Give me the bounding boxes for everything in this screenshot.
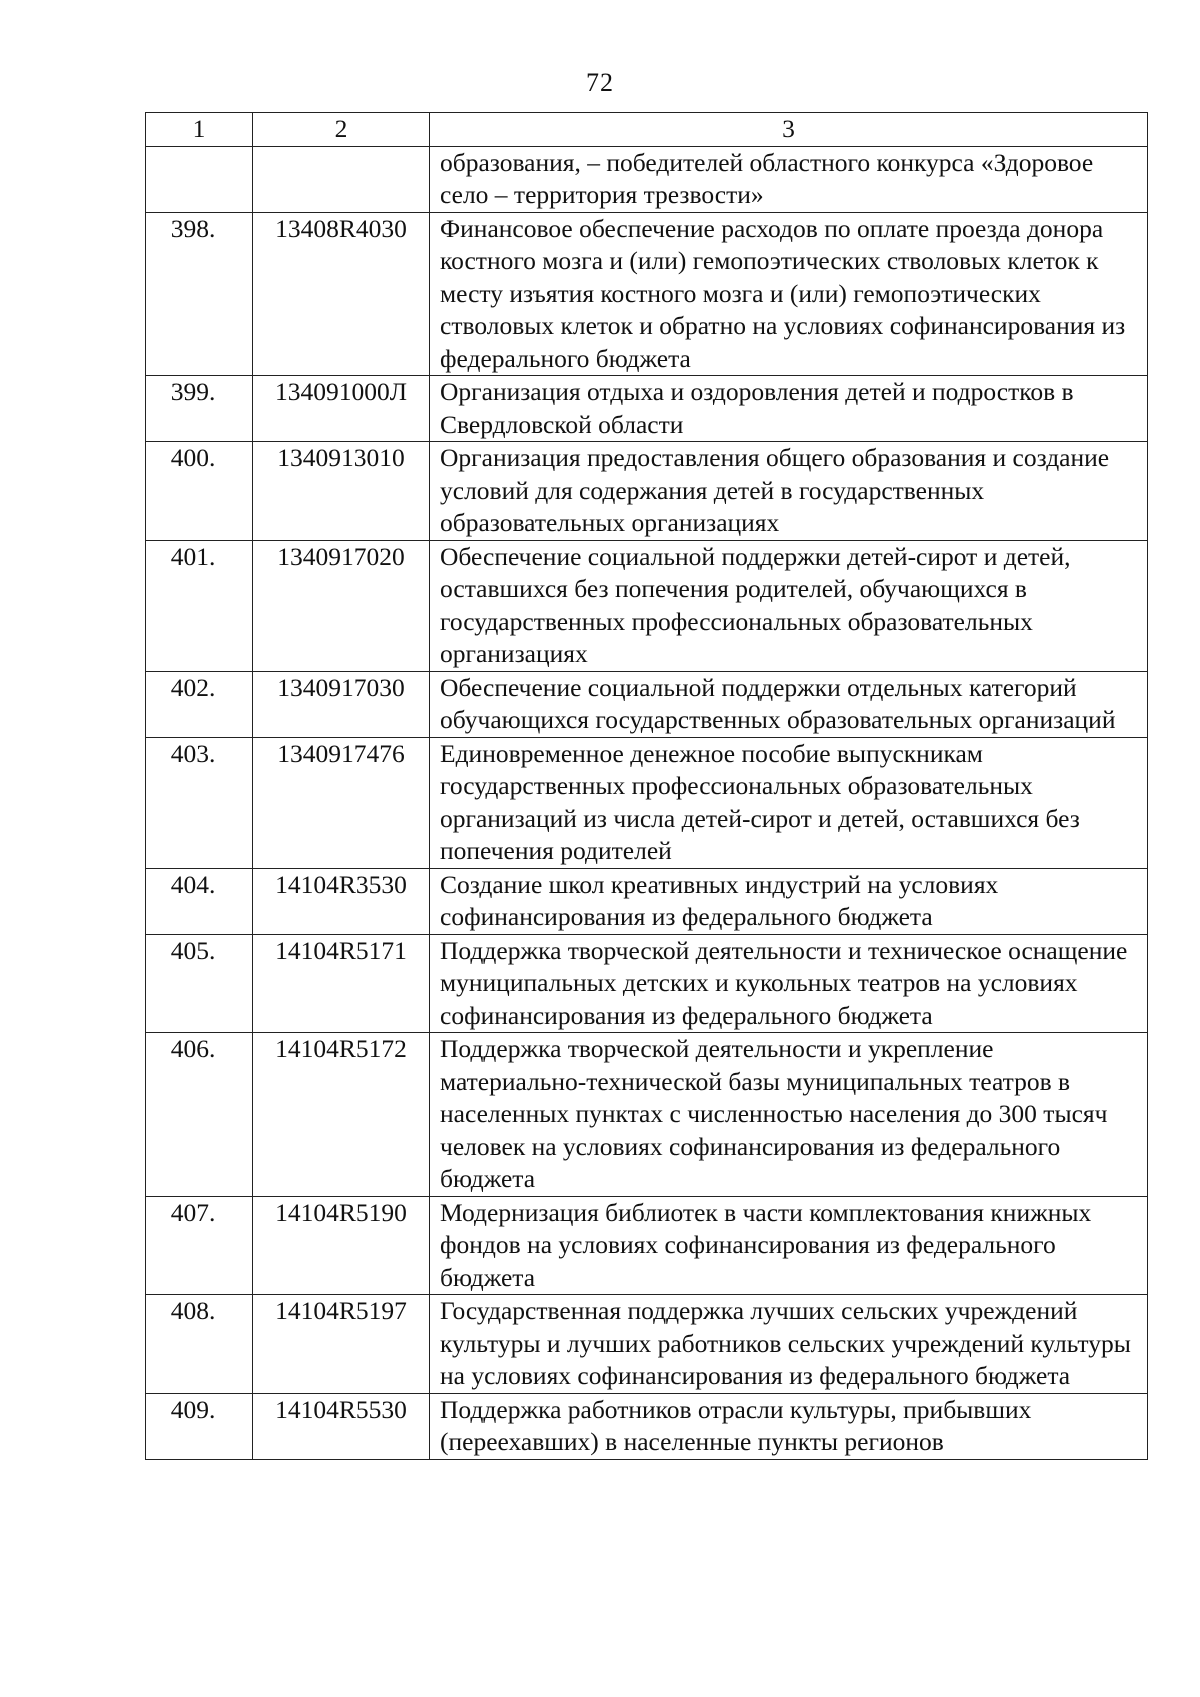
row-description: Обеспечение социальной поддержки детей-сирот и детей, оставшихся без попечения родителей, обучающихся в государственных профессиональных образовательных организациях — [430, 540, 1148, 671]
row-number: 408. — [146, 1295, 253, 1394]
table-row — [146, 376, 1148, 442]
row-code: 14104R5530 — [253, 1393, 430, 1459]
row-code: 1340917476 — [253, 737, 430, 868]
table-row — [146, 212, 1148, 376]
header-col-1: 1 — [146, 113, 253, 147]
row-code: 13408R4030 — [253, 212, 430, 376]
row-description: Организация предоставления общего образования и создание условий для содержания детей в государственных образовательных организациях — [430, 442, 1148, 541]
row-code: 14104R5197 — [253, 1295, 430, 1394]
row-number: 402. — [146, 671, 253, 737]
row-code: 134091000Л — [253, 376, 430, 442]
row-code: 14104R5190 — [253, 1196, 430, 1295]
row-code: 14104R5171 — [253, 934, 430, 1033]
header-col-2: 2 — [253, 113, 430, 147]
table-row — [146, 868, 1148, 934]
row-number: 407. — [146, 1196, 253, 1295]
row-description: Модернизация библиотек в части комплектования книжных фондов на условиях софинансирования из федерального бюджета — [430, 1196, 1148, 1295]
row-code — [253, 146, 430, 212]
header-col-3: 3 — [430, 113, 1148, 147]
row-number — [146, 146, 253, 212]
table-row — [146, 1033, 1148, 1197]
row-code: 14104R5172 — [253, 1033, 430, 1197]
budget-code-table — [145, 112, 1148, 1460]
row-description: Единовременное денежное пособие выпускникам государственных профессиональных образовательных организаций из числа детей-сирот и детей, оставшихся без попечения родителей — [430, 737, 1148, 868]
table-row — [146, 1196, 1148, 1295]
row-number: 401. — [146, 540, 253, 671]
row-code: 1340913010 — [253, 442, 430, 541]
row-description: Поддержка творческой деятельности и укрепление материально-технической базы муниципальных театров в населенных пунктах с численностью населения до 300 тысяч человек на условиях софинансирования из федерального бюджета — [430, 1033, 1148, 1197]
row-number: 409. — [146, 1393, 253, 1459]
row-code: 14104R3530 — [253, 868, 430, 934]
row-description: Обеспечение социальной поддержки отдельных категорий обучающихся государственных образовательных организаций — [430, 671, 1148, 737]
row-description: Финансовое обеспечение расходов по оплате проезда донора костного мозга и (или) гемопоэтических стволовых клеток к месту изъятия костного мозга и (или) гемопоэтических стволовых клеток и обратно на условиях софинансирования из федерального бюджета — [430, 212, 1148, 376]
page-number: 72 — [586, 68, 614, 97]
row-number: 404. — [146, 868, 253, 934]
row-number: 400. — [146, 442, 253, 541]
table-row — [146, 540, 1148, 671]
table-row — [146, 146, 1148, 212]
row-code: 1340917020 — [253, 540, 430, 671]
row-description: Поддержка работников отрасли культуры, прибывших (переехавших) в населенные пункты регионов — [430, 1393, 1148, 1459]
row-description: Организация отдыха и оздоровления детей и подростков в Свердловской области — [430, 376, 1148, 442]
table-row — [146, 1295, 1148, 1394]
row-description: Поддержка творческой деятельности и техническое оснащение муниципальных детских и кукольных театров на условиях софинансирования из федерального бюджета — [430, 934, 1148, 1033]
row-number: 403. — [146, 737, 253, 868]
table-row — [146, 1393, 1148, 1459]
row-number: 398. — [146, 212, 253, 376]
table-row — [146, 737, 1148, 868]
row-number: 399. — [146, 376, 253, 442]
row-description: Создание школ креативных индустрий на условиях софинансирования из федерального бюджета — [430, 868, 1148, 934]
row-code: 1340917030 — [253, 671, 430, 737]
row-number: 405. — [146, 934, 253, 1033]
table-header-row — [146, 113, 1148, 147]
row-description: образования, – победителей областного конкурса «Здоровое село – территория трезвости» — [430, 146, 1148, 212]
table-row — [146, 934, 1148, 1033]
row-number: 406. — [146, 1033, 253, 1197]
table-row — [146, 671, 1148, 737]
row-description: Государственная поддержка лучших сельских учреждений культуры и лучших работников сельских учреждений культуры на условиях софинансирования из федерального бюджета — [430, 1295, 1148, 1394]
table-row — [146, 442, 1148, 541]
